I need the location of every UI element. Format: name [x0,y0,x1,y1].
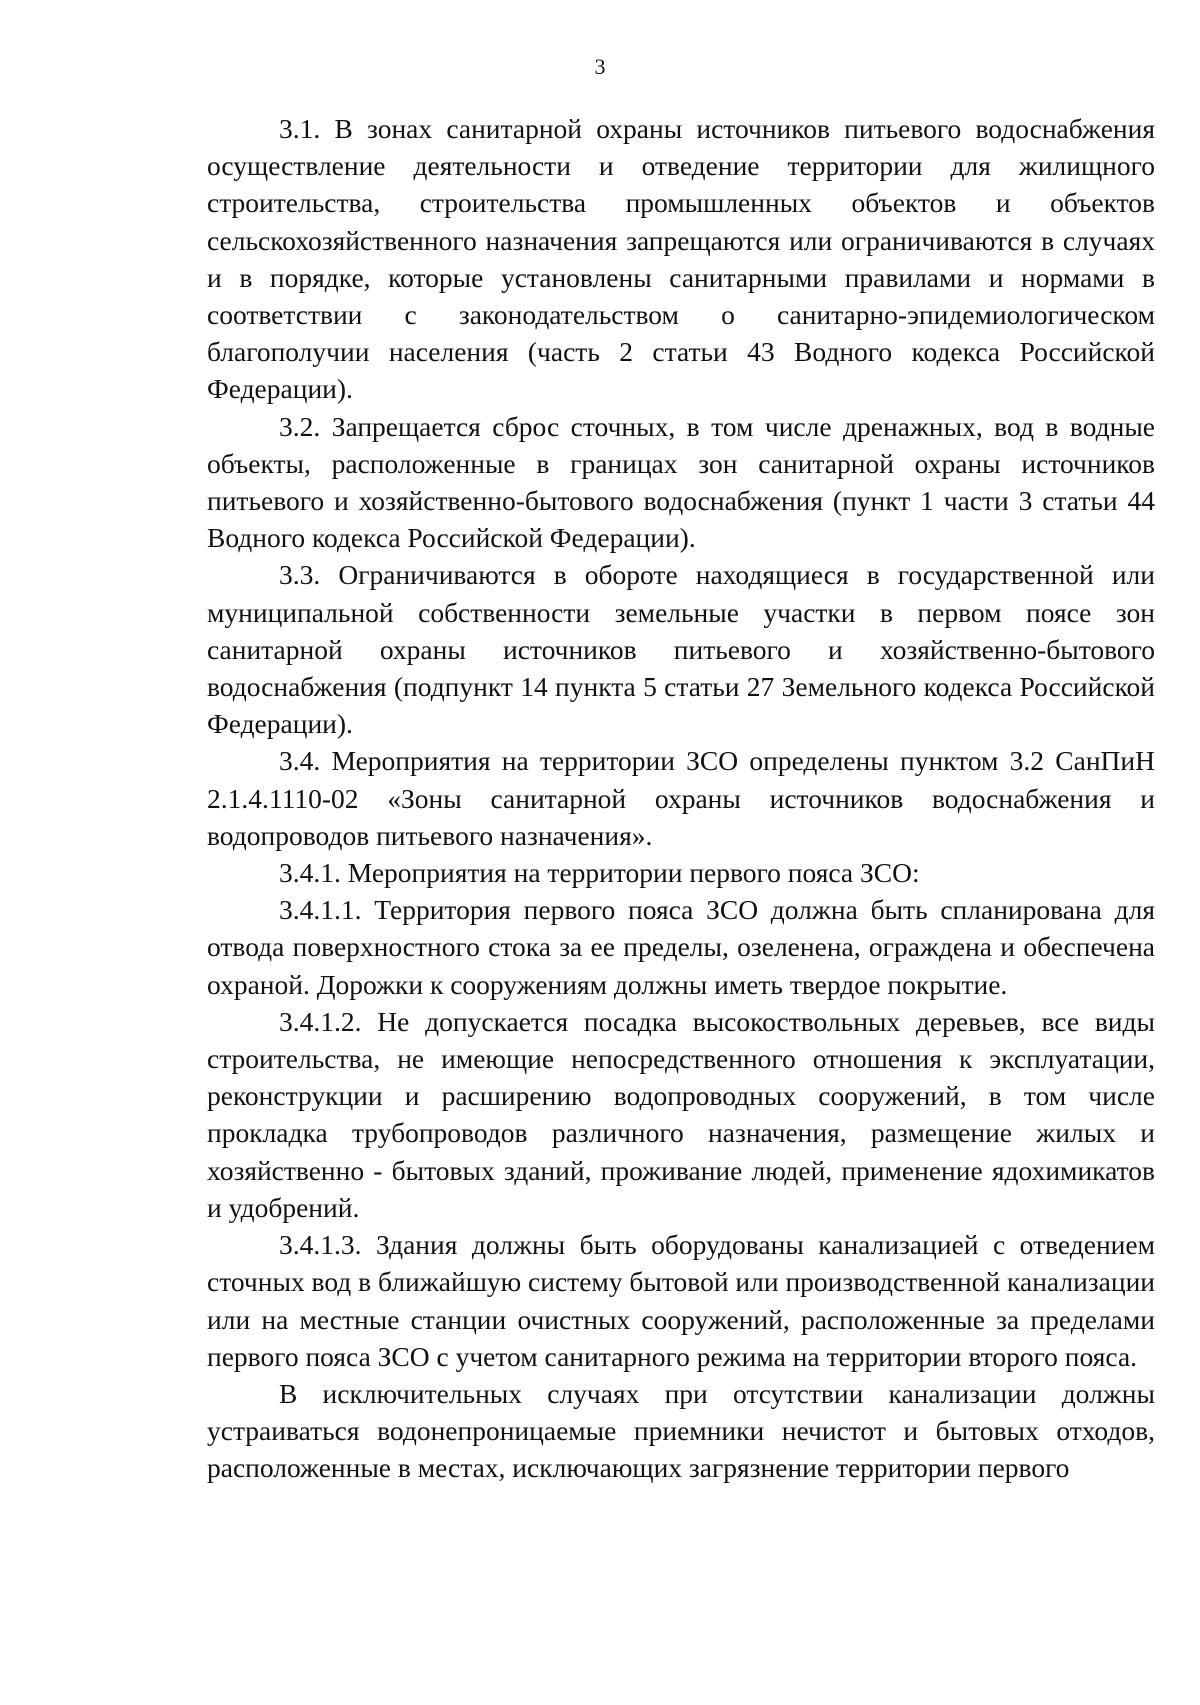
paragraph-3-4-1-2: 3.4.1.2. Не допускается посадка высокоствольных деревьев, все виды строительства, не имеющие непосредственного отношения к эксплуатации, реконструкции и расширению водопроводных сооружений, в том числе прокладка трубопроводов различного назначения, размещение жилых и хозяйственно - бытовых зданий, проживание людей, применение ядохимикатов и удобрений. [207,1005,1155,1223]
document-body [207,110,1155,1487]
paragraph-3-3: 3.3. Ограничиваются в обороте находящиеся в государственной или муниципальной собственности земельные участки в первом поясе зон санитарной охраны источников питьевого и хозяйственно-бытового водоснабжения (подпункт 14 пункта 5 статьи 27 Земельного кодекса Российской Федерации). [207,559,1155,740]
paragraph-3-4-1-1: 3.4.1.1. Территория первого пояса ЗСО должна быть спланирована для отвода поверхностного стока за ее пределы, озеленена, ограждена и обеспечена охраной. Дорожки к сооружениям должны иметь твердое покрытие. [207,894,1155,1000]
paragraph-exceptional-cases: В исключительных случаях при отсутствии канализации должны устраиваться водонепроницаемые приемники нечистот и бытовых отходов, расположенные в местах, исключающих загрязнение территории первого [207,1377,1155,1484]
paragraph-3-2: 3.2. Запрещается сброс сточных, в том числе дренажных, вод в водные объекты, расположенные в границах зон санитарной охраны источников питьевого и хозяйственно-бытового водоснабжения (пункт 1 части 3 статьи 44 Водного кодекса Российской Федерации). [207,410,1155,554]
paragraph-3-4-1-3: 3.4.1.3. Здания должны быть оборудованы канализацией с отведением сточных вод в ближайшую систему бытовой или производственной канализации или на местные станции очистных сооружений, расположенные за пределами первого пояса ЗСО с учетом санитарного режима на территории второго пояса. [207,1229,1156,1372]
page-number: 3 [594,54,606,79]
paragraph-3-4-1: 3.4.1. Мероприятия на территории первого пояса ЗСО: [279,857,920,889]
paragraph-3-4: 3.4. Мероприятия на территории ЗСО определены пунктом 3.2 СанПиН 2.1.4.1110-02 «Зоны санитарной охраны источников водоснабжения и водопроводов питьевого назначения». [207,745,1155,851]
paragraph-3-1: 3.1. В зонах санитарной охраны источников питьевого водоснабжения осуществление деятельности и отведение территории для жилищного строительства, строительства промышленных объектов и объектов сельскохозяйственного назначения запрещаются или ограничиваются в случаях и в порядке, которые установлены санитарными правилами и нормами в соответствии с законодательством о санитарно-эпидемиологическом благополучии населения (часть 2 статьи 43 Водного кодекса Российской Федерации). [207,113,1155,405]
